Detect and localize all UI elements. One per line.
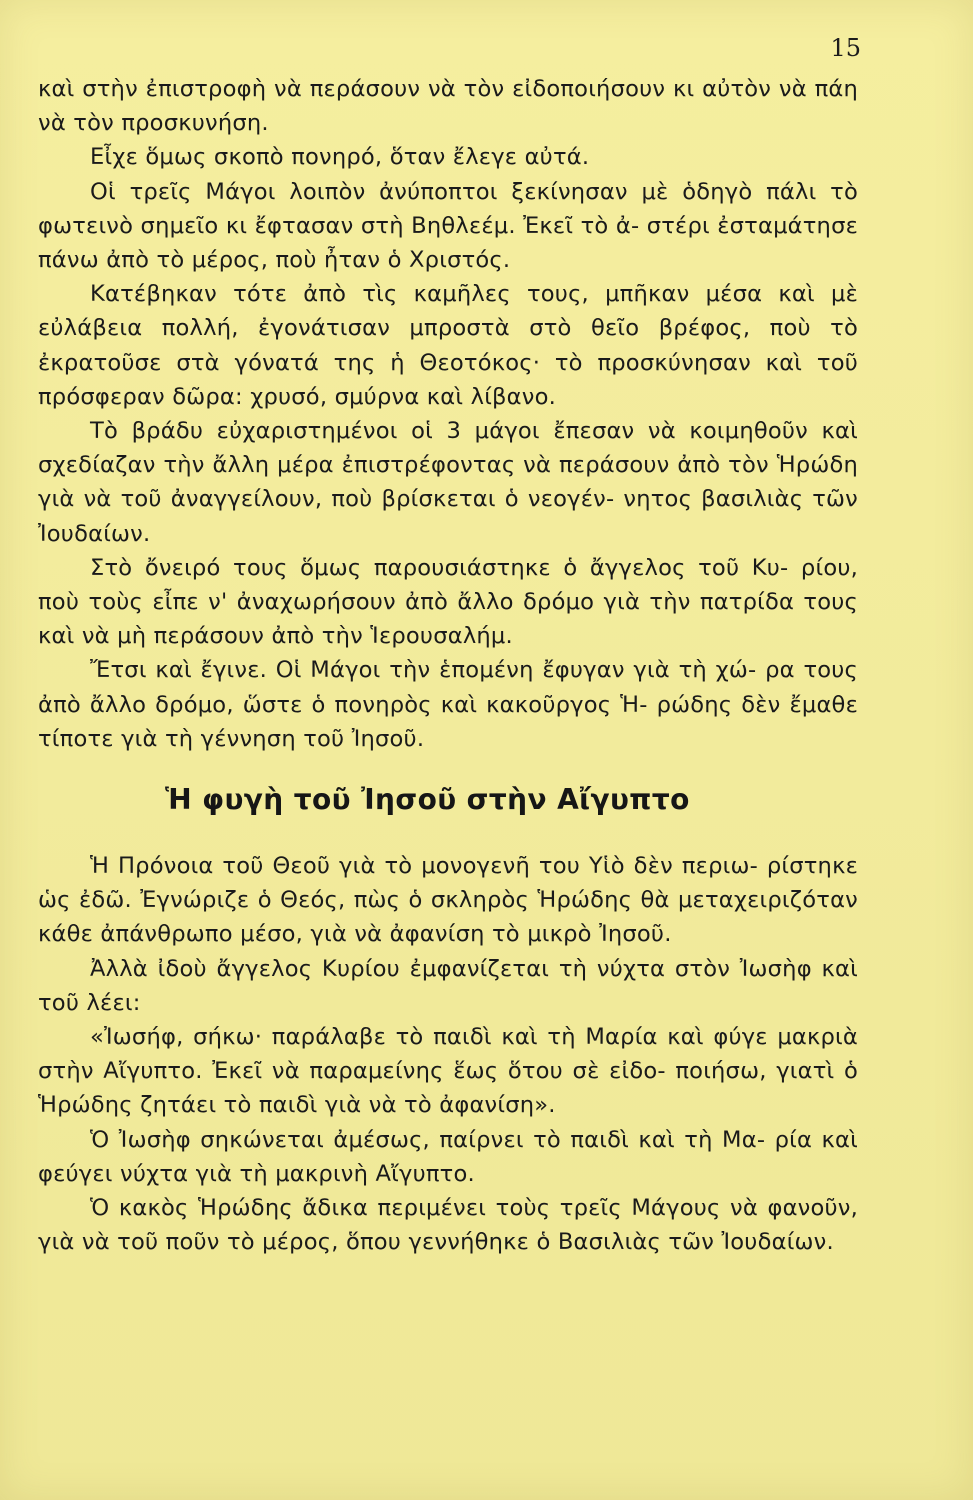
paragraph: Ἡ Πρόνοια τοῦ Θεοῦ γιὰ τὸ μονογενῆ του Υἱὸ δὲν περιω- ρίστηκε ὡς ἐδῶ. Ἐγνώριζε ὁ Θεός, πὼς ὁ σκληρὸς Ἡρώδης θὰ μεταχειριζόταν κάθε ἀπάνθρωπο μέσο, γιὰ νὰ ἀφανίση τὸ μικρὸ Ἰησοῦ. [38,853,858,948]
paragraph: Ἔτσι καὶ ἔγινε. Οἱ Μάγοι τὴν ἑπομένη ἔφυγαν γιὰ τὴ χώ- ρα τους ἀπὸ ἄλλο δρόμο, ὥστε ὁ πονηρὸς καὶ κακοῦργος Ἡ- ρώδης δὲν ἔμαθε τίποτε γιὰ τὴ γέννηση τοῦ Ἰησοῦ. [38,657,858,752]
paragraph: «Ἰωσήφ, σήκω· παράλαβε τὸ παιδὶ καὶ τὴ Μαρία καὶ φύγε μακριὰ στὴν Αἴγυπτο. Ἐκεῖ νὰ παραμείνης ἕως ὅτου σὲ εἰδο- ποιήσω, γιατὶ ὁ Ἡρώδης ζητάει τὸ παιδὶ γιὰ νὰ τὸ ἀφανίση». [38,1024,858,1119]
page-number: 15 [830,34,861,62]
paragraph: Στὸ ὄνειρό τους ὅμως παρουσιάστηκε ὁ ἄγγελος τοῦ Κυ- ρίου, ποὺ τοὺς εἶπε ν' ἀναχωρήσουν ἀπὸ ἄλλο δρόμο γιὰ τὴν πατρίδα τους καὶ νὰ μὴ περάσουν ἀπὸ τὴν Ἱερουσαλήμ. [38,554,858,650]
paragraph: Κατέβηκαν τότε ἀπὸ τὶς καμῆλες τους, μπῆκαν μέσα καὶ μὲ εὐλάβεια πολλή, ἐγονάτισαν μπροστὰ στὸ θεῖο βρέφος, ποὺ τὸ ἐκρατοῦσε στὰ γόνατά της ἡ Θεοτόκος· τὸ προσκύνησαν καὶ τοῦ πρόσφεραν δῶρα: χρυσό, σμύρνα καὶ λίβανο. [38,281,858,410]
paragraph: Ὁ κακὸς Ἡρώδης ἄδικα περιμένει τοὺς τρεῖς Μάγους νὰ φανοῦν, γιὰ νὰ τοῦ ποῦν τὸ μέρος, ὅπου γεννήθηκε ὁ Βασιλιὰς τῶν Ἰουδαίων. [38,1195,858,1256]
text-section-magi [38,72,858,756]
paragraph: Ὁ Ἰωσὴφ σηκώνεται ἀμέσως, παίρνει τὸ παιδὶ καὶ τὴ Μα- ρία καὶ φεύγει νύχτα γιὰ τὴ μακρινὴ Αἴγυπτο. [38,1126,858,1187]
paragraph: καὶ στὴν ἐπιστροφὴ νὰ περάσουν νὰ τὸν εἰδοποιήσουν κι αὐτὸν νὰ πάη νὰ τὸν προσκυνήση. [38,76,858,137]
paragraph: Τὸ βράδυ εὐχαριστημένοι οἱ 3 μάγοι ἔπεσαν νὰ κοιμηθοῦν καὶ σχεδίαζαν τὴν ἄλλη μέρα ἐπιστρέφοντας νὰ περάσουν ἀπὸ τὸν Ἡρώδη γιὰ νὰ τοῦ ἀναγγείλουν, ποὺ βρίσκεται ὁ νεογέν- νητος βασιλιὰς τῶν Ἰουδαίων. [38,418,858,547]
text-section-flight-to-egypt [38,849,858,1259]
paragraph: Εἶχε ὅμως σκοπὸ πονηρό, ὅταν ἔλεγε αὐτά. [90,144,590,171]
chapter-title: Ἡ φυγὴ τοῦ Ἰησοῦ στὴν Αἴγυπτο [165,783,690,816]
paragraph: Ἀλλὰ ἰδοὺ ἄγγελος Κυρίου ἐμφανίζεται τὴ νύχτα στὸν Ἰωσὴφ καὶ τοῦ λέει: [38,955,858,1016]
paragraph: Οἱ τρεῖς Μάγοι λοιπὸν ἀνύποπτοι ξεκίνησαν μὲ ὁδηγὸ πάλι τὸ φωτεινὸ σημεῖο κι ἔφτασαν στὴ Βηθλεέμ. Ἐκεῖ τὸ ἀ- στέρι ἐσταμάτησε πάνω ἀπὸ τὸ μέρος, ποὺ ἦταν ὁ Χριστός. [38,178,858,274]
